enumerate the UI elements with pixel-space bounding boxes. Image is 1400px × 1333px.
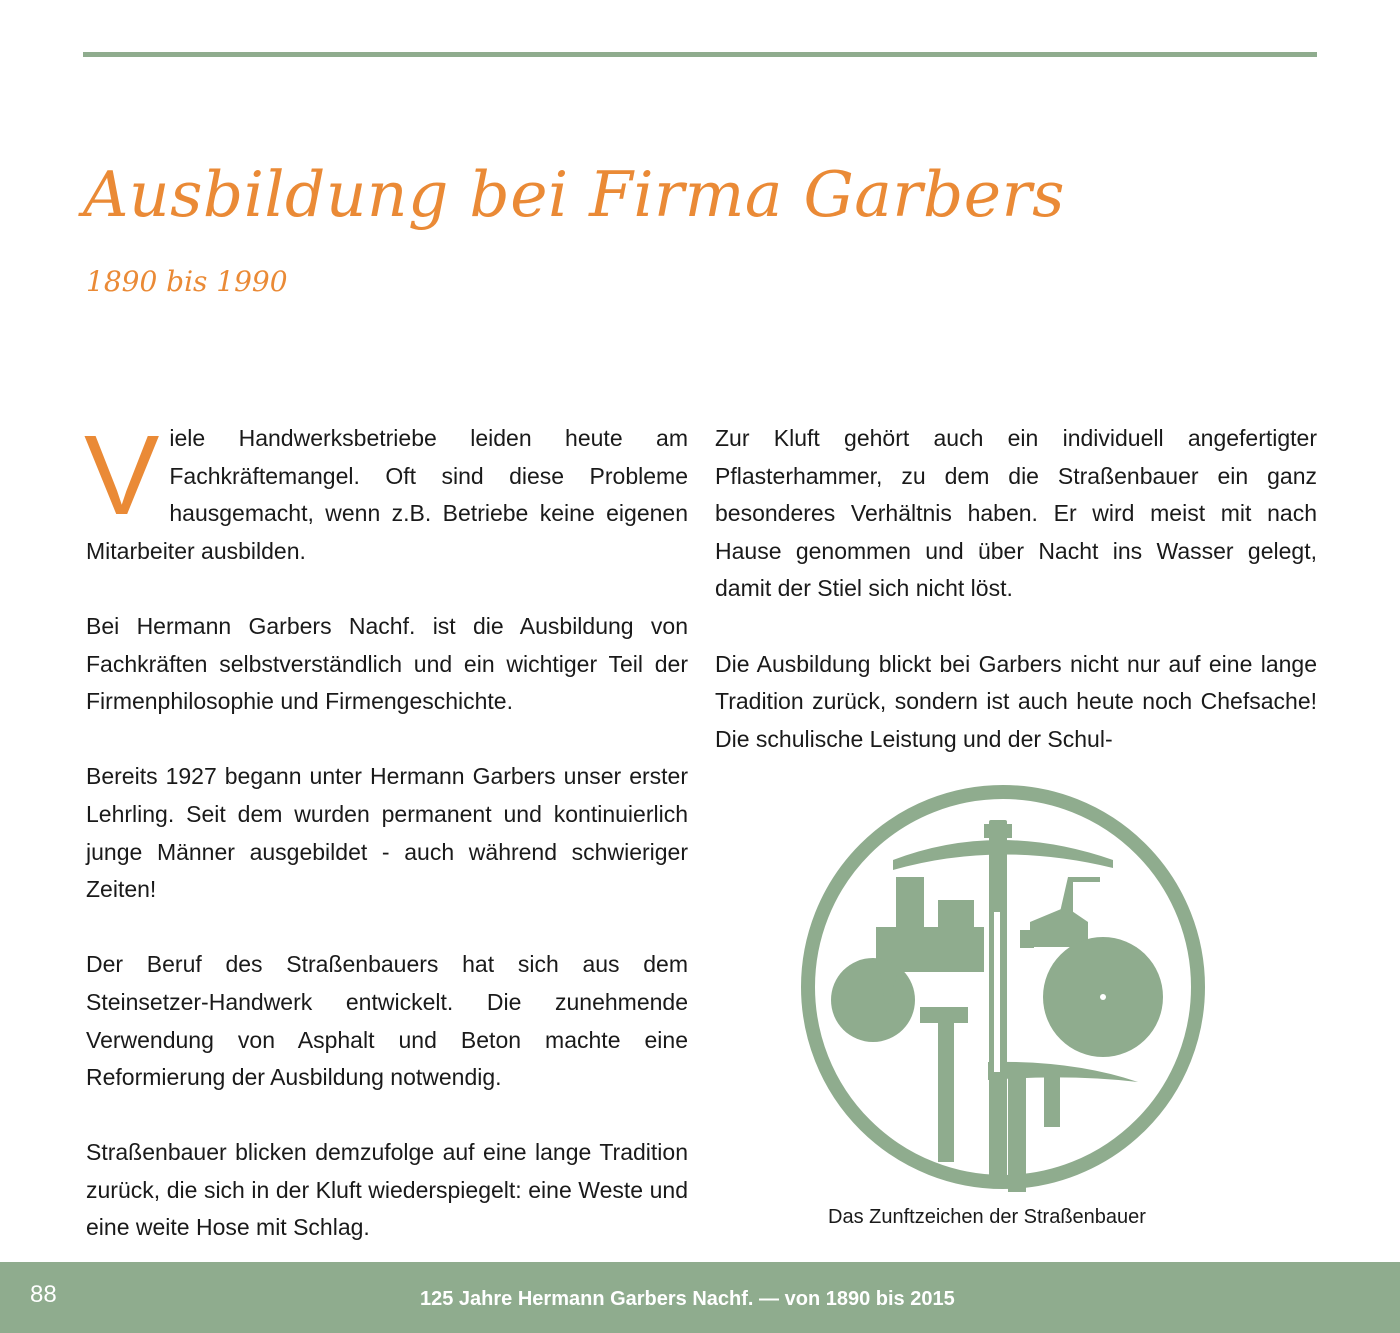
paragraph: Die Ausbildung blickt bei Garbers nicht nur auf eine lange Tradition zurück, sondern ist auch heute noch Chefsache! Die schulische Leistung und der Schul-: [715, 650, 1317, 752]
right-column: [715, 420, 1317, 796]
paragraph: Der Beruf des Straßenbauers hat sich aus dem Steinsetzer-Handwerk entwickelt. Die zunehmende Verwendung von Asphalt und Beton machte eine Reformierung der Ausbildung notwendig.: [86, 951, 688, 1091]
top-divider: [83, 52, 1317, 57]
paragraph: Bei Hermann Garbers Nachf. ist die Ausbildung von Fachkräften selbstverständlich und ein wichtiger Teil der Firmenphilosophie und Firmengeschichte.: [86, 612, 688, 715]
page-subtitle: 1890 bis 1990: [86, 265, 288, 298]
page-title: Ausbildung bei Firma Garbers: [83, 158, 1066, 231]
page-number: 88: [30, 1281, 57, 1308]
paragraph: Zur Kluft gehört auch ein individuell angefertigter Pflasterhammer, zu dem die Straßenbauer ein ganz besonderes Verhältnis haben. Er wird meist mit nach Hause genommen und über Nacht ins Wasser gelegt, damit der Stiel sich nicht löst.: [715, 425, 1317, 602]
paragraph-text: iele Handwerksbetriebe leiden heute am Fachkräftemangel. Oft sind diese Probleme hausgemacht, wenn z.B. Betriebe keine eigenen Mitarbeiter ausbilden.: [86, 425, 688, 564]
left-column: [84, 412, 688, 1285]
footer-text: 125 Jahre Hermann Garbers Nachf. — von 1890 bis 2015: [420, 1288, 955, 1310]
drop-cap: V: [84, 412, 160, 538]
figure-caption: Das Zunftzeichen der Straßenbauer: [828, 1206, 1146, 1228]
paragraph: [84, 412, 688, 570]
paragraph: Bereits 1927 begann unter Hermann Garbers unser erster Lehrling. Seit dem wurden permanent und kontinuierlich junge Männer ausgebildet - auch während schwieriger Zeiten!: [86, 763, 688, 903]
paragraph: Straßenbauer blicken demzufolge auf eine lange Tradition zurück, die sich in der Kluft wiederspiegelt: eine Weste und eine weite Hose mit Schlag.: [86, 1139, 688, 1241]
guild-emblem-icon: [798, 782, 1208, 1192]
